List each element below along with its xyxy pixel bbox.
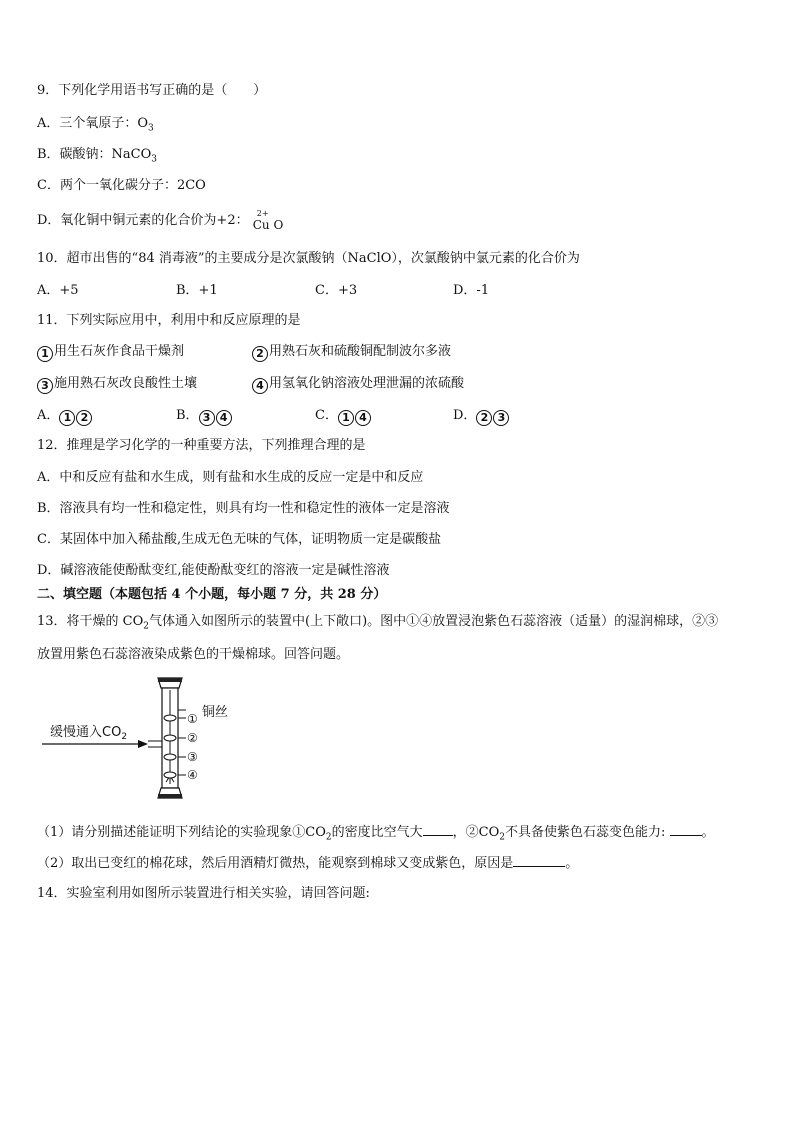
answer-blank-3[interactable]	[513, 854, 565, 867]
answer-blank-1[interactable]	[423, 823, 453, 836]
q11-option-d: D． 2 3	[453, 408, 510, 426]
q13-sub2: （2）取出已变红的棉花球，然后用酒精灯微热，能观察到棉球又变成紫色，原因是 。	[37, 856, 579, 871]
ball-label-1: ①	[187, 712, 198, 726]
ball-label-4: ④	[187, 768, 198, 782]
q13-stem-line1: 13．将干燥的 $CO_2$气体通入如图所示的装置中(上下敞口)。图中①④放置浸泡紫色石蕊溶液（适量）的湿润棉球，②③	[37, 614, 719, 632]
q11-option-b: B． 3 4	[176, 408, 233, 426]
q9-option-b: B．碳酸钠：NaCO$_3$	[37, 147, 158, 165]
q12-option-d: D．碱溶液能使酚酞变红,能使酚酞变红的溶液一定是碱性溶液	[37, 563, 390, 578]
q13-stem-line2: 放置用紫色石蕊溶液染成紫色的干燥棉球。回答问题。	[37, 647, 350, 662]
apparatus-figure	[38, 672, 258, 808]
q12-stem: 12．推理是学习化学的一种重要方法，下列推理合理的是	[37, 438, 366, 453]
q12-option-b: B．溶液具有均一性和稳定性，则具有均一性和稳定性的液体一定是溶液	[37, 501, 450, 516]
q11-item-4: 4 用氢氧化钠溶液处理泄漏的浓硫酸	[252, 376, 464, 394]
inlet-label: 缓慢通入$CO_2$	[50, 725, 128, 742]
q12-option-a: A．中和反应有盐和水生成，则有盐和水生成的反应一定是中和反应	[37, 470, 424, 485]
q9-option-c: C．两个一氧化碳分子：2CO	[37, 178, 206, 193]
q10-option-b: B．+1	[176, 283, 218, 298]
q14-stem: 14．实验室利用如图所示装置进行相关实验，请回答问题:	[37, 886, 370, 901]
q11-option-c: C． 1 4	[315, 408, 372, 426]
q13-sub1: （1）请分别描述能证明下列结论的实验现象$①CO_2$的密度比空气大 ，$②CO_2$不具备使紫色石蕊变色能力: 。	[37, 825, 715, 843]
ball-label-2: ②	[187, 731, 198, 745]
copper-wire-label: 铜丝	[202, 705, 229, 720]
answer-blank-2[interactable]	[670, 823, 702, 836]
q10-option-d: D．-1	[453, 283, 490, 298]
valence-notation: 2+ Cu O	[252, 209, 284, 232]
q11-item-3: 3 施用熟石灰改良酸性土壤	[37, 376, 197, 394]
q11-stem: 11．下列实际应用中，利用中和反应原理的是	[37, 313, 301, 328]
q11-item-1: 1 用生石灰作食品干燥剂	[37, 344, 184, 362]
q10-stem: 10．超市出售的“84 消毒液”的主要成分是次氯酸钠（NaClO），次氯酸钠中氯元素的化合价为	[37, 251, 580, 266]
q11-item-2: 2 用熟石灰和硫酸铜配制波尔多液	[252, 344, 451, 362]
ball-label-3: ③	[187, 750, 198, 764]
q9-option-d: D．氧化铜中铜元素的化合价为+2： 2+ Cu O	[37, 209, 284, 232]
q10-option-a: A．+5	[37, 283, 79, 298]
q9-stem: 9．下列化学用语书写正确的是（ ）	[37, 83, 267, 98]
q11-option-a: A． 1 2	[37, 408, 93, 426]
section-heading: 二、填空题（本题包括 4 个小题，每小题 7 分，共 28 分）	[37, 587, 387, 602]
q12-option-c: C．某固体中加入稀盐酸,生成无色无味的气体，证明物质一定是碳酸盐	[37, 532, 442, 547]
q10-option-c: C．+3	[315, 283, 358, 298]
q9-option-a: A．三个氧原子：$O_3$	[37, 116, 154, 134]
